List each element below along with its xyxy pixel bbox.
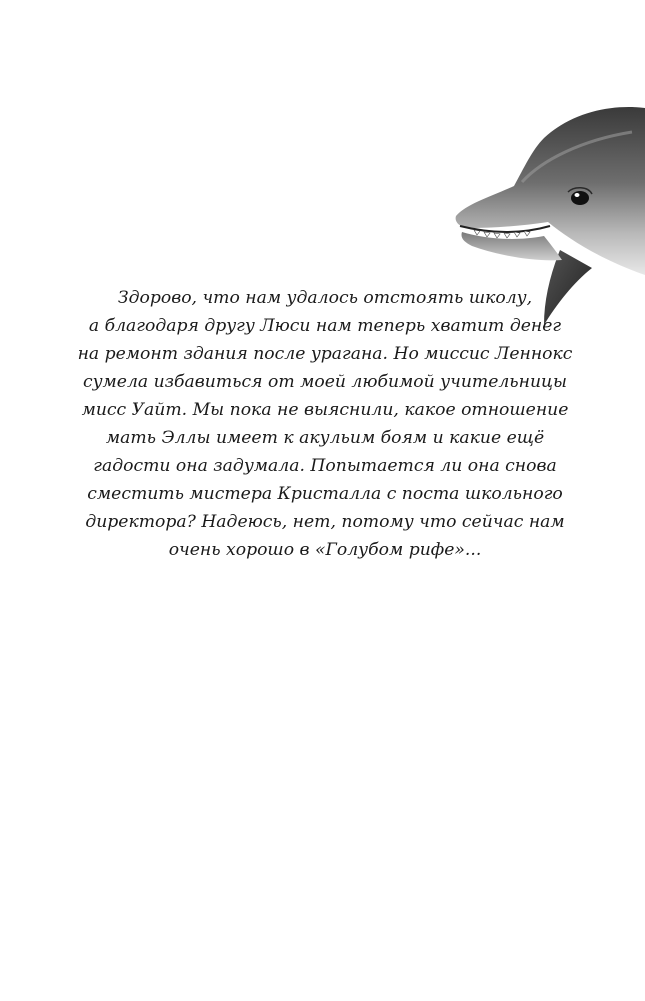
blurb-line: сместить мистера Кристалла с поста школьного bbox=[87, 484, 563, 504]
blurb-line: Здорово, что нам удалось отстоять школу, bbox=[117, 288, 533, 308]
blurb-line: на ремонт здания после урагана. Но миссис Леннокс bbox=[77, 344, 573, 364]
blurb-line: мисс Уайт. Мы пока не выяснили, какое отношение bbox=[81, 400, 569, 420]
blurb-text bbox=[60, 284, 590, 564]
blurb-line: а благодаря другу Люси нам теперь хватит денег bbox=[88, 316, 562, 336]
blurb-line: мать Эллы имеет к акульим боям и какие ещё bbox=[105, 428, 545, 448]
blurb-line: сумела избавиться от моей любимой учительницы bbox=[82, 372, 568, 392]
blurb-line: очень хорошо в «Голубом рифе»... bbox=[168, 540, 482, 560]
blurb-line: гадости она задумала. Попытается ли она снова bbox=[93, 456, 557, 476]
blurb-line: директора? Надеюсь, нет, потому что сейчас нам bbox=[85, 512, 565, 532]
